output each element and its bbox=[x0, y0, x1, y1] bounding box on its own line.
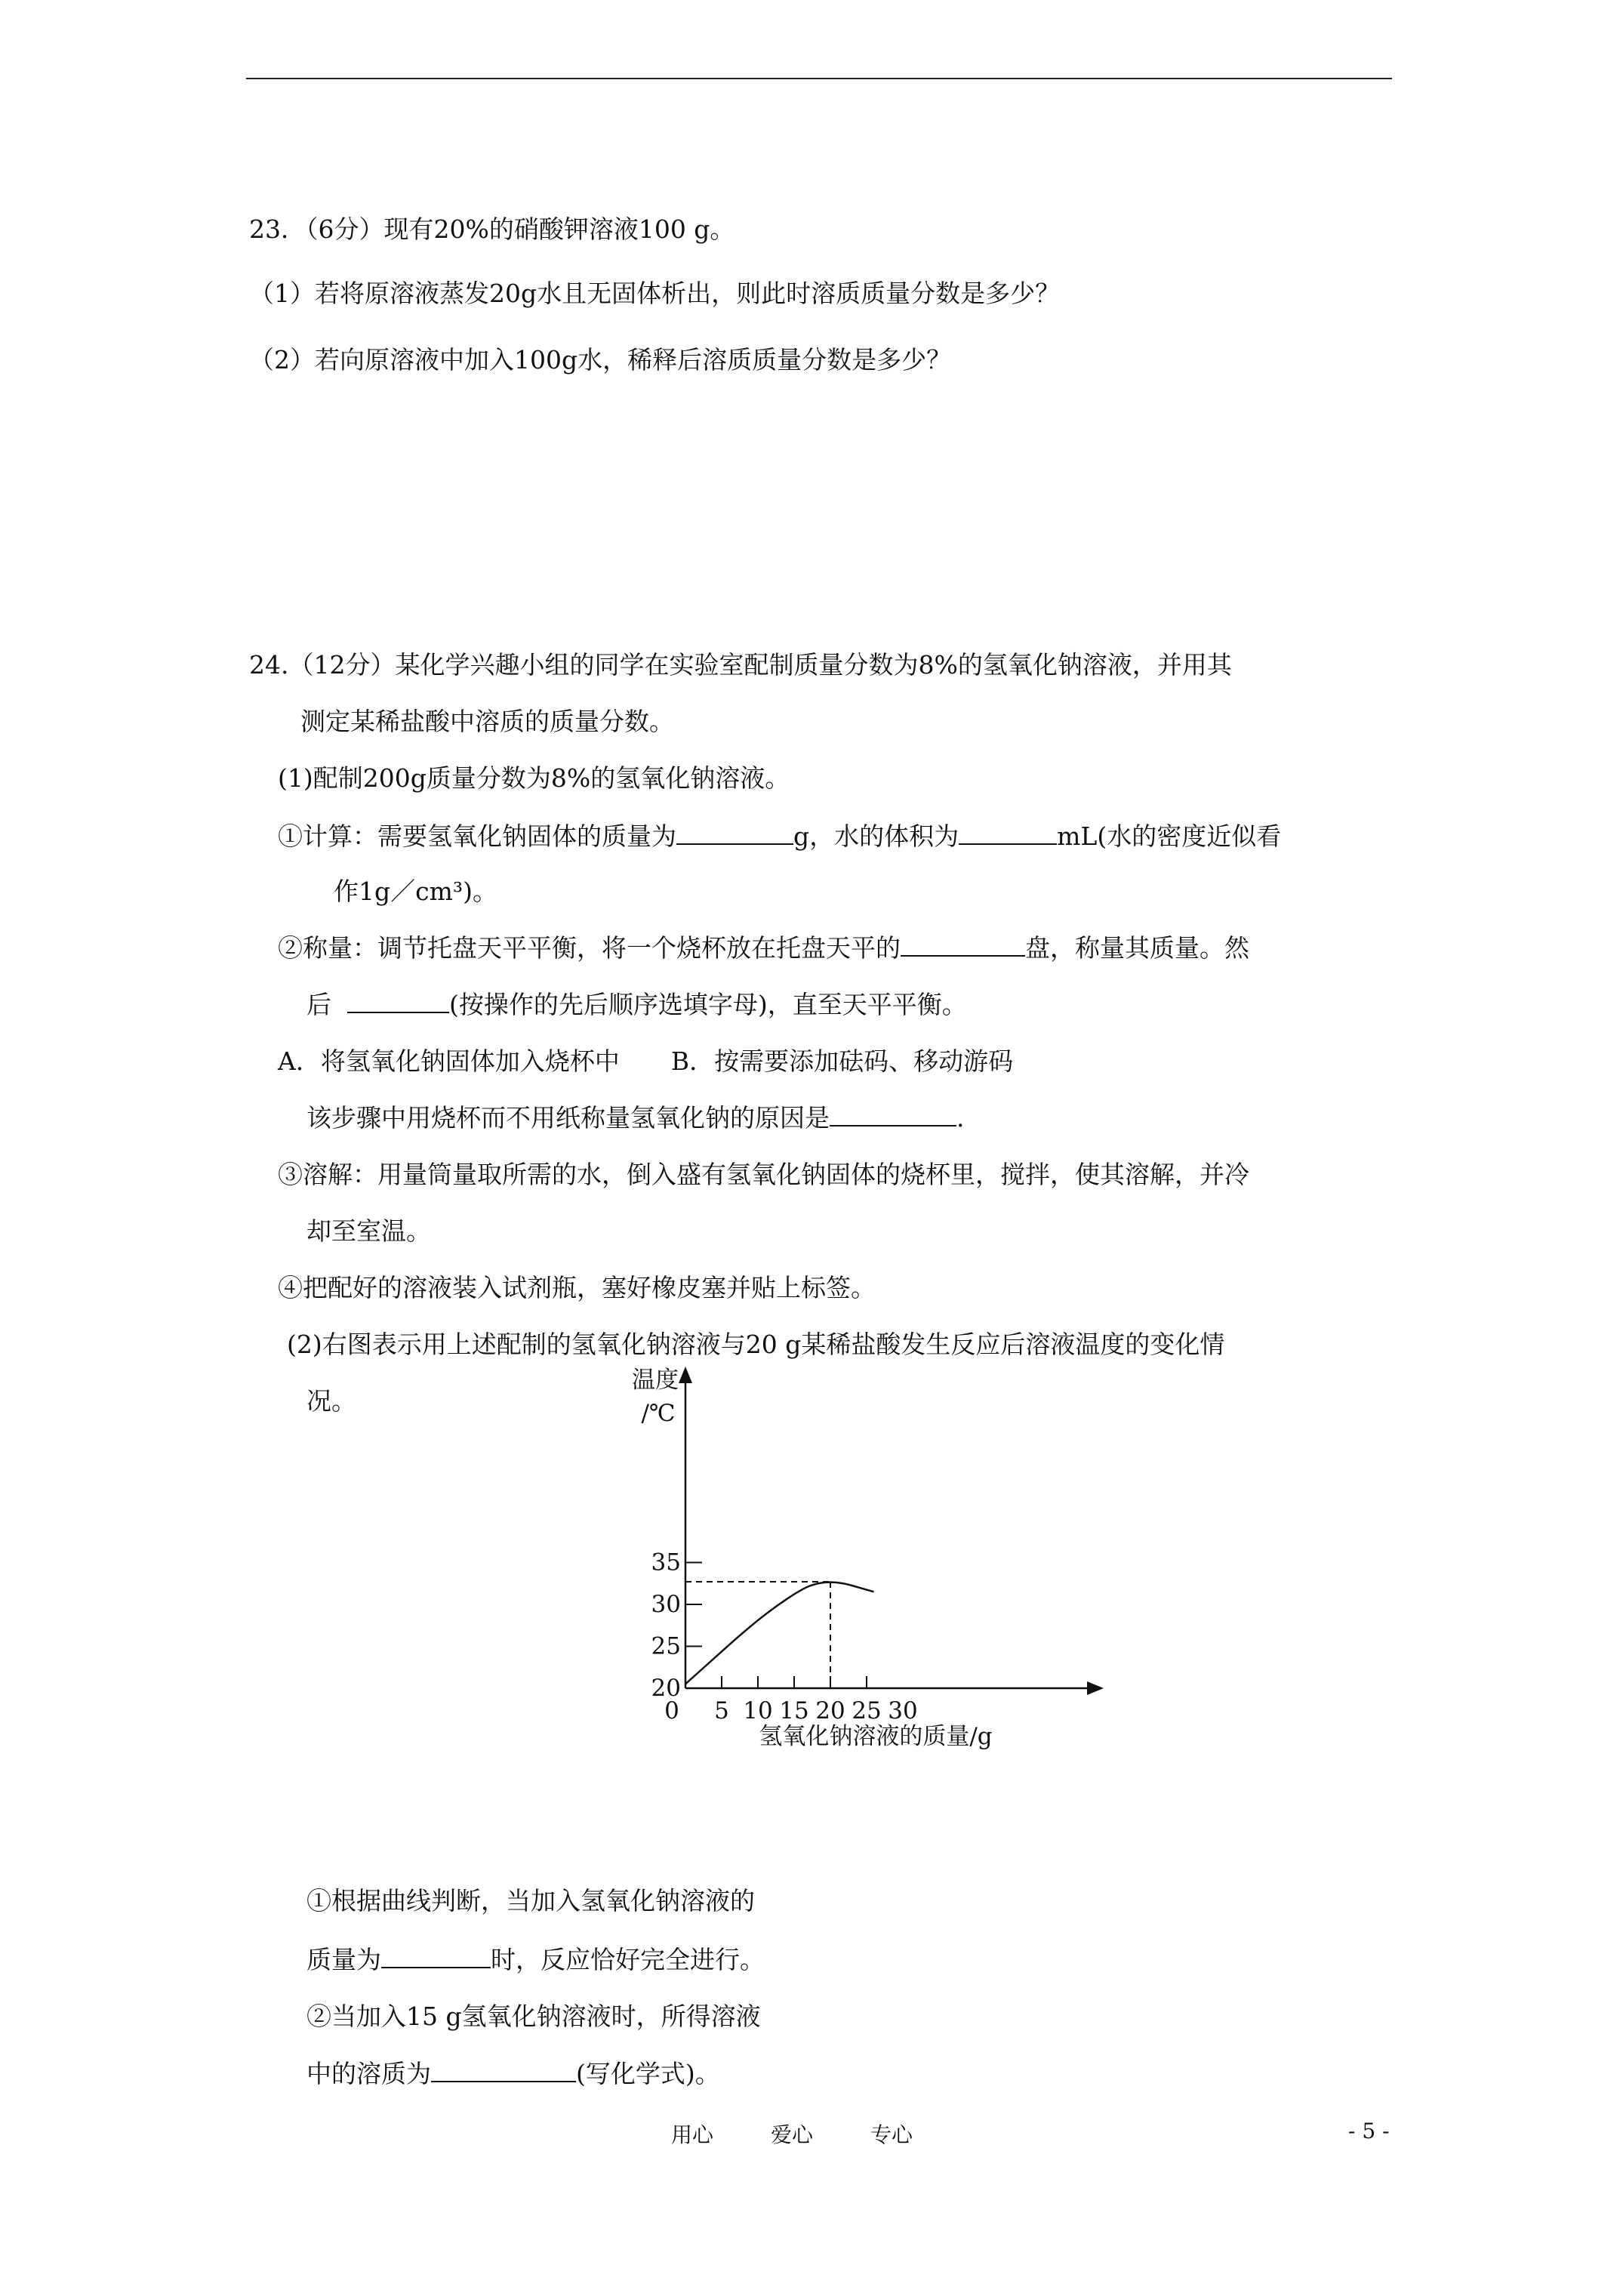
q24-step1-line2: 作1g／cm³)。 bbox=[334, 877, 497, 906]
q24-part2-line1: (2)右图表示用上述配制的氢氧化钠溶液与20 g某稀盐酸发生反应后溶液温度的变化情 bbox=[287, 1330, 1225, 1359]
x-tick-label-25: 25 bbox=[852, 1697, 882, 1724]
step1-text-b: g，水的体积为 bbox=[793, 821, 959, 851]
y-tick-label-25: 25 bbox=[651, 1632, 681, 1660]
answer2-text-a: 中的溶质为 bbox=[306, 2059, 431, 2088]
q24-step2-line1 bbox=[278, 932, 1249, 964]
q24-title-line1: 24.（12分）某化学兴趣小组的同学在实验室配制质量分数为8%的氢氧化钠溶液，并用其 bbox=[249, 650, 1232, 680]
q24-part1-heading: (1)配制200g质量分数为8%的氢氧化钠溶液。 bbox=[278, 763, 790, 793]
temperature-chart bbox=[596, 1359, 1155, 1767]
q24-step3-line1: ③溶解：用量筒量取所需的水，倒入盛有氢氧化钠固体的烧杯里，搅拌，使其溶解，并冷 bbox=[278, 1160, 1249, 1189]
q24-answer1-line1: ①根据曲线判断，当加入氢氧化钠溶液的 bbox=[306, 1886, 755, 1915]
step2-text-a: ②称量：调节托盘天平平衡，将一个烧杯放在托盘天平的 bbox=[278, 933, 901, 963]
x-axis-arrow bbox=[1087, 1681, 1104, 1695]
q24-title-line2: 测定某稀盐酸中溶质的质量分数。 bbox=[300, 707, 674, 736]
x-tick-label-30: 30 bbox=[888, 1697, 918, 1724]
q24-step1-line1 bbox=[278, 821, 1281, 852]
q24-step4: ④把配好的溶液装入试剂瓶，塞好橡皮塞并贴上标签。 bbox=[278, 1273, 876, 1302]
blank-complete-reaction-mass[interactable] bbox=[381, 1944, 491, 1968]
y-tick-label-30: 30 bbox=[651, 1591, 681, 1618]
footer-word-1: 用心 bbox=[671, 2122, 714, 2147]
blank-water-volume[interactable] bbox=[959, 821, 1057, 845]
step1-text-a: ①计算：需要氢氧化钠固体的质量为 bbox=[278, 821, 676, 851]
answer1-text-a: 质量为 bbox=[306, 1945, 381, 1974]
header-rule bbox=[246, 78, 1392, 79]
option-a: A．将氢氧化钠固体加入烧杯中 bbox=[278, 1046, 620, 1076]
q23-part1: （1）若将原溶液蒸发20g水且无固体析出，则此时溶质质量分数是多少？ bbox=[249, 279, 1061, 308]
temperature-curve bbox=[685, 1583, 874, 1684]
q24-part2-line2: 况。 bbox=[306, 1386, 356, 1416]
blank-balance-pan[interactable] bbox=[901, 932, 1025, 957]
blank-reason[interactable] bbox=[830, 1102, 956, 1126]
y-tick-label-20: 20 bbox=[651, 1675, 681, 1702]
option-b: B．按需要添加砝码、移动游码 bbox=[670, 1046, 1014, 1076]
step2-text-b: 盘，称量其质量。然 bbox=[1025, 933, 1249, 963]
y-axis-label-line2: /℃ bbox=[641, 1400, 676, 1427]
x-tick-label-15: 15 bbox=[779, 1697, 809, 1724]
blank-naoh-mass[interactable] bbox=[676, 821, 793, 845]
footer-word-3: 专心 bbox=[870, 2122, 913, 2147]
page-number: - 5 - bbox=[1348, 2119, 1390, 2143]
x-tick-label-0: 0 bbox=[664, 1697, 679, 1724]
q24-answer2-line2 bbox=[306, 2058, 720, 2090]
x-axis-label: 氢氧化钠溶液的质量/g bbox=[759, 1723, 993, 1750]
blank-solute-formula[interactable] bbox=[431, 2058, 576, 2082]
reason-end: . bbox=[956, 1103, 965, 1133]
step2-text-d: (按操作的先后顺序选填字母)，直至天平平衡。 bbox=[448, 990, 967, 1019]
answer2-text-b: (写化学式)。 bbox=[576, 2059, 720, 2088]
q23-title: 23．（6分）现有20%的硝酸钾溶液100 g。 bbox=[249, 214, 735, 244]
q24-options bbox=[278, 1046, 1013, 1077]
x-tick-label-20: 20 bbox=[815, 1697, 845, 1724]
q24-reason bbox=[306, 1102, 965, 1134]
x-tick-label-10: 10 bbox=[743, 1697, 773, 1724]
blank-operation-order[interactable] bbox=[347, 989, 449, 1013]
answer1-text-b: 时，反应恰好完全进行。 bbox=[491, 1945, 765, 1974]
y-tick-label-35: 35 bbox=[651, 1549, 681, 1576]
q24-answer1-line2 bbox=[306, 1944, 765, 1976]
step2-text-c: 后 bbox=[306, 990, 331, 1019]
footer-word-2: 爱心 bbox=[771, 2122, 814, 2147]
y-axis-label-line1: 温度 bbox=[632, 1367, 679, 1394]
q24-step2-line2 bbox=[306, 989, 967, 1021]
x-tick-label-5: 5 bbox=[714, 1697, 729, 1724]
reason-text: 该步骤中用烧杯而不用纸称量氢氧化钠的原因是 bbox=[306, 1103, 830, 1133]
step1-text-c: mL(水的密度近似看 bbox=[1057, 821, 1282, 851]
q23-part2: （2）若向原溶液中加入100g水，稀释后溶质质量分数是多少？ bbox=[249, 345, 952, 374]
q24-answer2-line1: ②当加入15 g氢氧化钠溶液时，所得溶液 bbox=[306, 2002, 761, 2031]
q24-step3-line2: 却至室温。 bbox=[306, 1216, 431, 1246]
y-axis-arrow bbox=[679, 1367, 692, 1383]
